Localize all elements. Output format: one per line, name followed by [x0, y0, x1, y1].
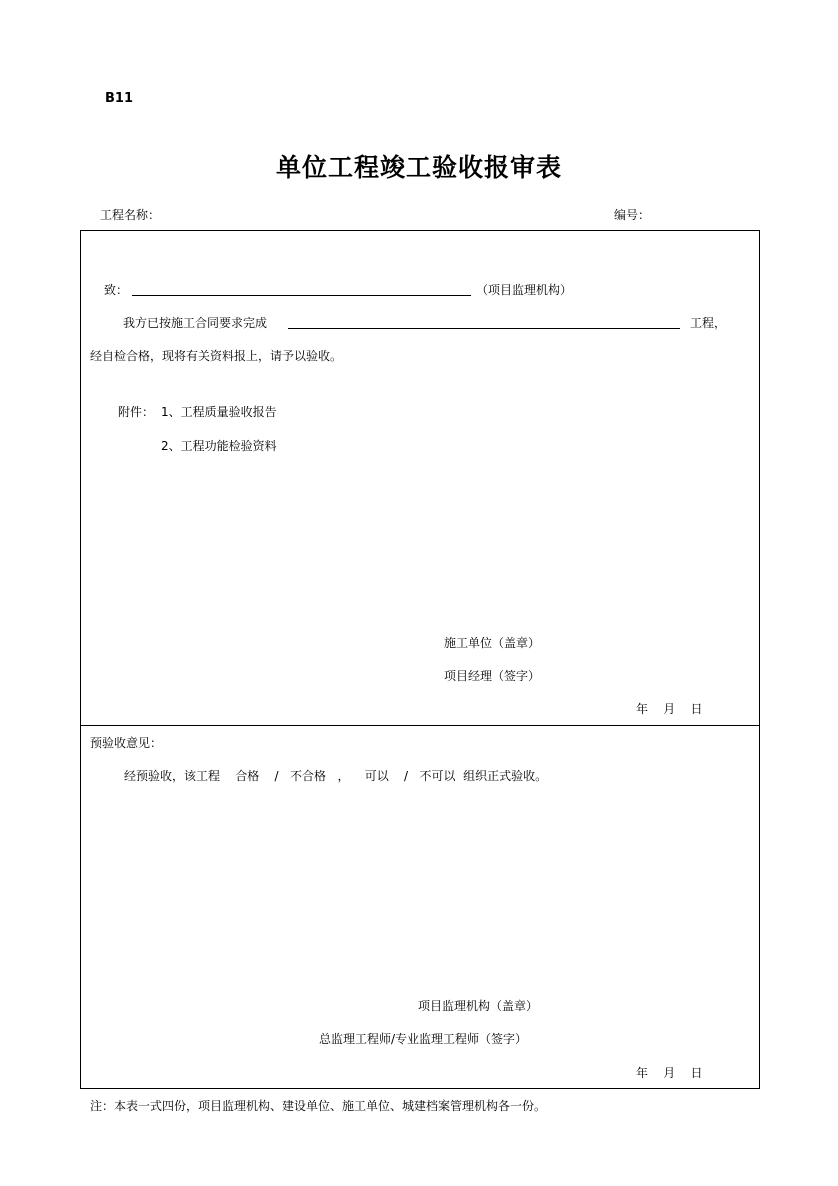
date-label: 年 月 日 — [636, 1066, 703, 1080]
completion-line-suffix: 工程， — [690, 316, 727, 330]
opinion-label: 预验收意见： — [90, 736, 163, 750]
attachment-label: 附件： — [118, 405, 155, 419]
recipient-line[interactable] — [132, 295, 471, 296]
form-code: B11 — [105, 91, 133, 106]
to-label: 致： — [104, 283, 129, 297]
to-suffix: （项目监理机构） — [476, 283, 573, 297]
page-title: 单位工程竣工验收报审表 — [275, 153, 562, 182]
opinion-text: 经预验收，该工程 合格 / 不合格 ， 可以 / 不可以 组织正式验收。 — [124, 769, 548, 783]
attachment-item: 2、工程功能检验资料 — [161, 439, 277, 453]
date-label: 年 月 日 — [636, 702, 703, 716]
project-blank-line[interactable] — [288, 328, 680, 329]
submission-section — [80, 230, 760, 726]
supervisor-seal-label: 项目监理机构（盖章） — [418, 999, 539, 1013]
contractor-seal-label: 施工单位（盖章） — [444, 636, 541, 650]
self-check-statement: 经自检合格，现将有关资料报上，请予以验收。 — [90, 349, 343, 363]
number-label: 编号： — [614, 208, 651, 222]
project-name-label: 工程名称： — [100, 208, 161, 222]
footnote: 注：本表一式四份，项目监理机构、建设单位、施工单位、城建档案管理机构各一份。 — [90, 1099, 547, 1113]
attachment-item: 1、工程质量验收报告 — [161, 405, 277, 419]
engineer-sign-label: 总监理工程师/专业监理工程师（签字） — [319, 1032, 528, 1046]
completion-line-prefix: 我方已按施工合同要求完成 — [123, 316, 268, 330]
project-manager-sign-label: 项目经理（签字） — [444, 669, 541, 683]
